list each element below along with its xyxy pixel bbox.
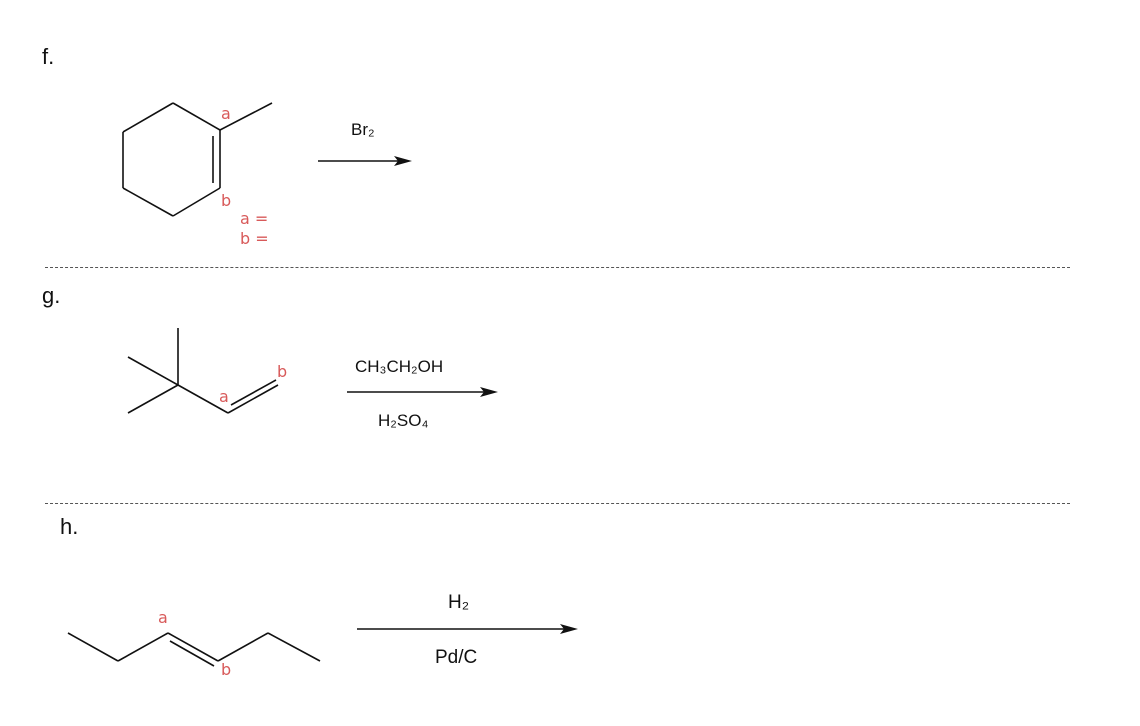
reagent-f-top: Br₂: [351, 120, 375, 139]
ring-bond-4: [173, 188, 220, 216]
ring-bond-1: [123, 103, 173, 132]
problem-f-label: f.: [42, 44, 55, 69]
chain-bond-2: [118, 633, 168, 661]
reagent-h-bottom: Pd/C: [435, 647, 478, 668]
reagent-g-top: CH₃CH₂OH: [355, 357, 444, 376]
chain-bond-1: [68, 633, 118, 661]
ring-bond-2: [173, 103, 220, 130]
chain-bond-5: [268, 633, 320, 661]
annotation-b-f: b: [221, 191, 232, 210]
annotation-a-equals-f: a =: [240, 209, 269, 228]
annotation-a-f: a: [221, 104, 231, 123]
vinyl-double-bond-2: [231, 380, 276, 405]
reagent-g-bottom: H₂SO₄: [378, 411, 429, 430]
annotation-b-h: b: [221, 660, 232, 679]
section-divider-2: [45, 503, 1070, 504]
section-divider-1: [45, 267, 1070, 268]
vinyl-double-bond-1: [228, 385, 278, 413]
ring-bond-5: [123, 188, 173, 216]
methyl-lower-left-bond: [128, 385, 178, 413]
methyl-left-bond: [128, 357, 178, 385]
double-bond-line-1: [168, 633, 218, 661]
annotation-b-g: b: [277, 362, 288, 381]
annotation-a-h: a: [158, 608, 168, 627]
reagent-h-top: H₂: [448, 592, 470, 613]
problem-h-label: h.: [60, 514, 79, 539]
annotation-b-equals-f: b =: [240, 229, 269, 248]
annotation-a-g: a: [219, 387, 229, 406]
chain-bond-4: [218, 633, 268, 661]
problem-g-label: g.: [42, 283, 61, 308]
double-bond-line-2: [170, 641, 214, 666]
methylcyclohexene-structure: [0, 0, 300, 160]
